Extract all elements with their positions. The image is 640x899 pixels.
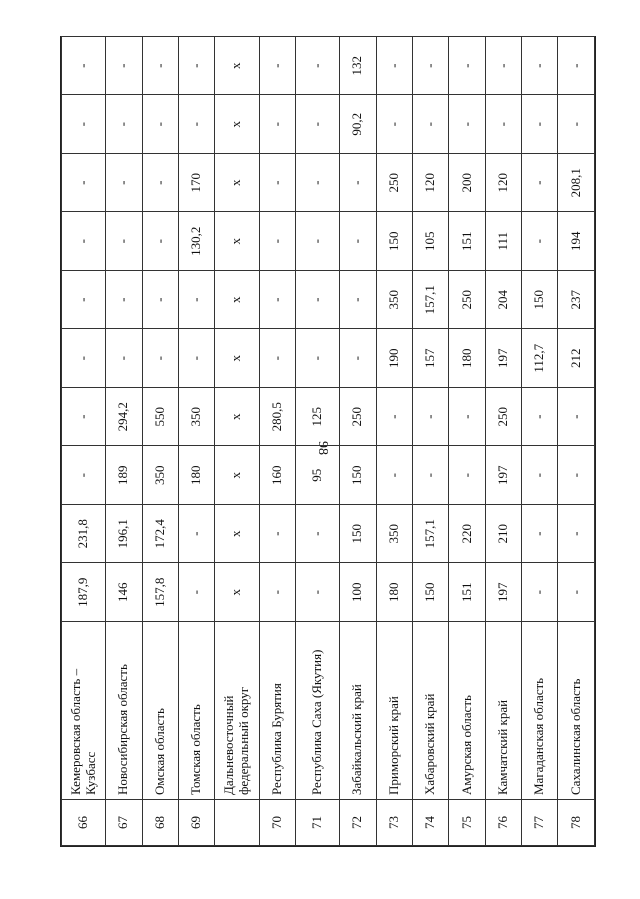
value-cell: - [62,446,106,505]
table-row [106,37,142,846]
value-cell: 172,4 [142,505,178,564]
row-number-cell: 72 [340,800,376,846]
table-row [295,37,339,846]
value-cell: 212 [558,329,595,388]
value-cell: - [558,563,595,622]
row-number-cell: 67 [106,800,142,846]
value-cell: 220 [449,505,485,564]
region-name-cell: Амурская область [449,622,485,800]
value-cell: 250 [449,271,485,330]
value-cell: 157,1 [412,505,448,564]
value-cell: - [259,271,295,330]
value-cell: 180 [376,563,412,622]
table-row [142,37,178,846]
value-cell: - [106,95,142,154]
row-number-cell: 73 [376,800,412,846]
value-cell: 112,7 [522,329,558,388]
table-body [62,37,595,846]
value-cell: 130,2 [178,212,214,271]
value-cell: - [259,329,295,388]
value-cell: 100 [340,563,376,622]
page-number-text: 98 [315,441,330,455]
value-cell: - [412,388,448,447]
value-cell: 350 [376,271,412,330]
value-cell: - [558,95,595,154]
region-name-cell: Камчатский край [485,622,521,800]
value-cell: 231,8 [62,505,106,564]
value-cell: 250 [376,154,412,213]
value-cell: 294,2 [106,388,142,447]
value-cell: - [178,505,214,564]
value-cell: - [522,37,558,96]
row-number-cell: 68 [142,800,178,846]
value-cell: - [522,505,558,564]
value-cell: - [522,212,558,271]
region-name-cell: Приморский край [376,622,412,800]
value-cell: - [376,388,412,447]
table-row [259,37,295,846]
value-cell: 190 [376,329,412,388]
value-cell: 150 [522,271,558,330]
region-name-cell: Республика Бурятия [259,622,295,800]
value-cell: - [295,154,339,213]
table-row [522,37,558,846]
table-row [449,37,485,846]
row-number-cell: 69 [178,800,214,846]
value-cell: - [449,37,485,96]
value-cell: 132 [340,37,376,96]
value-cell: - [412,95,448,154]
value-cell: - [259,212,295,271]
value-cell: 146 [106,563,142,622]
value-cell: - [142,37,178,96]
table-row [376,37,412,846]
value-cell: 151 [449,563,485,622]
value-cell: - [340,271,376,330]
value-cell: 250 [485,388,521,447]
value-cell: x [215,388,259,447]
value-cell: 150 [412,563,448,622]
value-cell: - [295,37,339,96]
row-number-cell: 75 [449,800,485,846]
value-cell: 189 [106,446,142,505]
value-cell: - [558,505,595,564]
value-cell: - [412,37,448,96]
value-cell: - [340,329,376,388]
value-cell: 197 [485,446,521,505]
value-cell: - [295,212,339,271]
region-name-cell: Республика Саха (Якутия) [295,622,339,800]
value-cell: 150 [376,212,412,271]
value-cell: - [259,95,295,154]
value-cell: 150 [340,505,376,564]
value-cell: - [62,154,106,213]
region-name-cell: Томская область [178,622,214,800]
value-cell: 550 [142,388,178,447]
value-cell: x [215,154,259,213]
value-cell: 157,8 [142,563,178,622]
value-cell: - [142,212,178,271]
table-frame [60,36,596,847]
value-cell: - [522,563,558,622]
value-cell: 157,1 [412,271,448,330]
value-cell: 187,9 [62,563,106,622]
value-cell: - [142,271,178,330]
value-cell: x [215,37,259,96]
value-cell: 237 [558,271,595,330]
value-cell: 90,2 [340,95,376,154]
value-cell: - [449,446,485,505]
value-cell: 280,5 [259,388,295,447]
value-cell: - [449,95,485,154]
value-cell: - [178,563,214,622]
value-cell: 105 [412,212,448,271]
price-table [61,36,595,846]
value-cell: - [558,446,595,505]
value-cell: - [259,37,295,96]
row-number-cell: 70 [259,800,295,846]
value-cell: 200 [449,154,485,213]
value-cell: 196,1 [106,505,142,564]
value-cell: 95 [295,446,339,505]
value-cell: 125 [295,388,339,447]
value-cell: - [340,212,376,271]
value-cell: 111 [485,212,521,271]
value-cell: - [259,154,295,213]
value-cell: - [142,154,178,213]
region-name-cell: Новосибирская область [106,622,142,800]
value-cell: - [106,154,142,213]
value-cell: - [485,95,521,154]
region-name-cell: Омская область [142,622,178,800]
value-cell: x [215,271,259,330]
value-cell: x [215,505,259,564]
table-row [178,37,214,846]
row-number-cell: 71 [295,800,339,846]
value-cell: - [522,446,558,505]
value-cell: - [295,329,339,388]
value-cell: 210 [485,505,521,564]
value-cell: - [522,95,558,154]
value-cell: - [340,154,376,213]
value-cell: 180 [449,329,485,388]
value-cell: 180 [178,446,214,505]
value-cell: - [62,388,106,447]
region-name-cell: Магаданская область [522,622,558,800]
value-cell: - [178,329,214,388]
value-cell: 194 [558,212,595,271]
value-cell: 120 [412,154,448,213]
region-name-cell: Забайкальский край [340,622,376,800]
value-cell: 160 [259,446,295,505]
value-cell: 208,1 [558,154,595,213]
value-cell: - [295,95,339,154]
value-cell: - [522,154,558,213]
region-name-cell: Сахалинская область [558,622,595,800]
value-cell: 197 [485,563,521,622]
value-cell: - [178,271,214,330]
value-cell: 151 [449,212,485,271]
value-cell: 157 [412,329,448,388]
value-cell: - [485,37,521,96]
value-cell: x [215,212,259,271]
value-cell: 350 [178,388,214,447]
value-cell: 204 [485,271,521,330]
value-cell: - [376,446,412,505]
value-cell: - [106,271,142,330]
value-cell: 350 [376,505,412,564]
value-cell: - [376,37,412,96]
table-row [558,37,595,846]
value-cell: - [106,212,142,271]
value-cell: - [178,37,214,96]
value-cell: - [449,388,485,447]
table-row [485,37,521,846]
row-number-cell: 77 [522,800,558,846]
value-cell: 150 [340,446,376,505]
value-cell: - [106,329,142,388]
value-cell: - [259,563,295,622]
value-cell: x [215,563,259,622]
value-cell: - [558,37,595,96]
value-cell: 120 [485,154,521,213]
value-cell: - [62,271,106,330]
value-cell: - [376,95,412,154]
value-cell: x [215,95,259,154]
value-cell: 197 [485,329,521,388]
table-row [62,37,106,846]
region-name-cell: Кемеровская область – Кузбасс [62,622,106,800]
value-cell: - [178,95,214,154]
row-number-cell: 76 [485,800,521,846]
value-cell: 250 [340,388,376,447]
value-cell: - [295,563,339,622]
row-number-cell: 66 [62,800,106,846]
value-cell: 350 [142,446,178,505]
value-cell: x [215,446,259,505]
value-cell: - [142,95,178,154]
value-cell: - [295,505,339,564]
value-cell: - [259,505,295,564]
value-cell: - [106,37,142,96]
value-cell: - [62,212,106,271]
value-cell: - [142,329,178,388]
value-cell: - [522,388,558,447]
value-cell: - [558,388,595,447]
value-cell: x [215,329,259,388]
value-cell: - [62,329,106,388]
table-row [340,37,376,846]
row-number-cell: 74 [412,800,448,846]
region-name-cell: Хабаровский край [412,622,448,800]
value-cell: - [412,446,448,505]
value-cell: 170 [178,154,214,213]
value-cell: - [62,95,106,154]
region-name-cell: Дальневосточный федеральный округ [215,622,259,800]
value-cell: - [62,37,106,96]
table-row [215,37,259,846]
table-row [412,37,448,846]
value-cell: - [295,271,339,330]
row-number-cell [215,800,259,846]
row-number-cell: 78 [558,800,595,846]
